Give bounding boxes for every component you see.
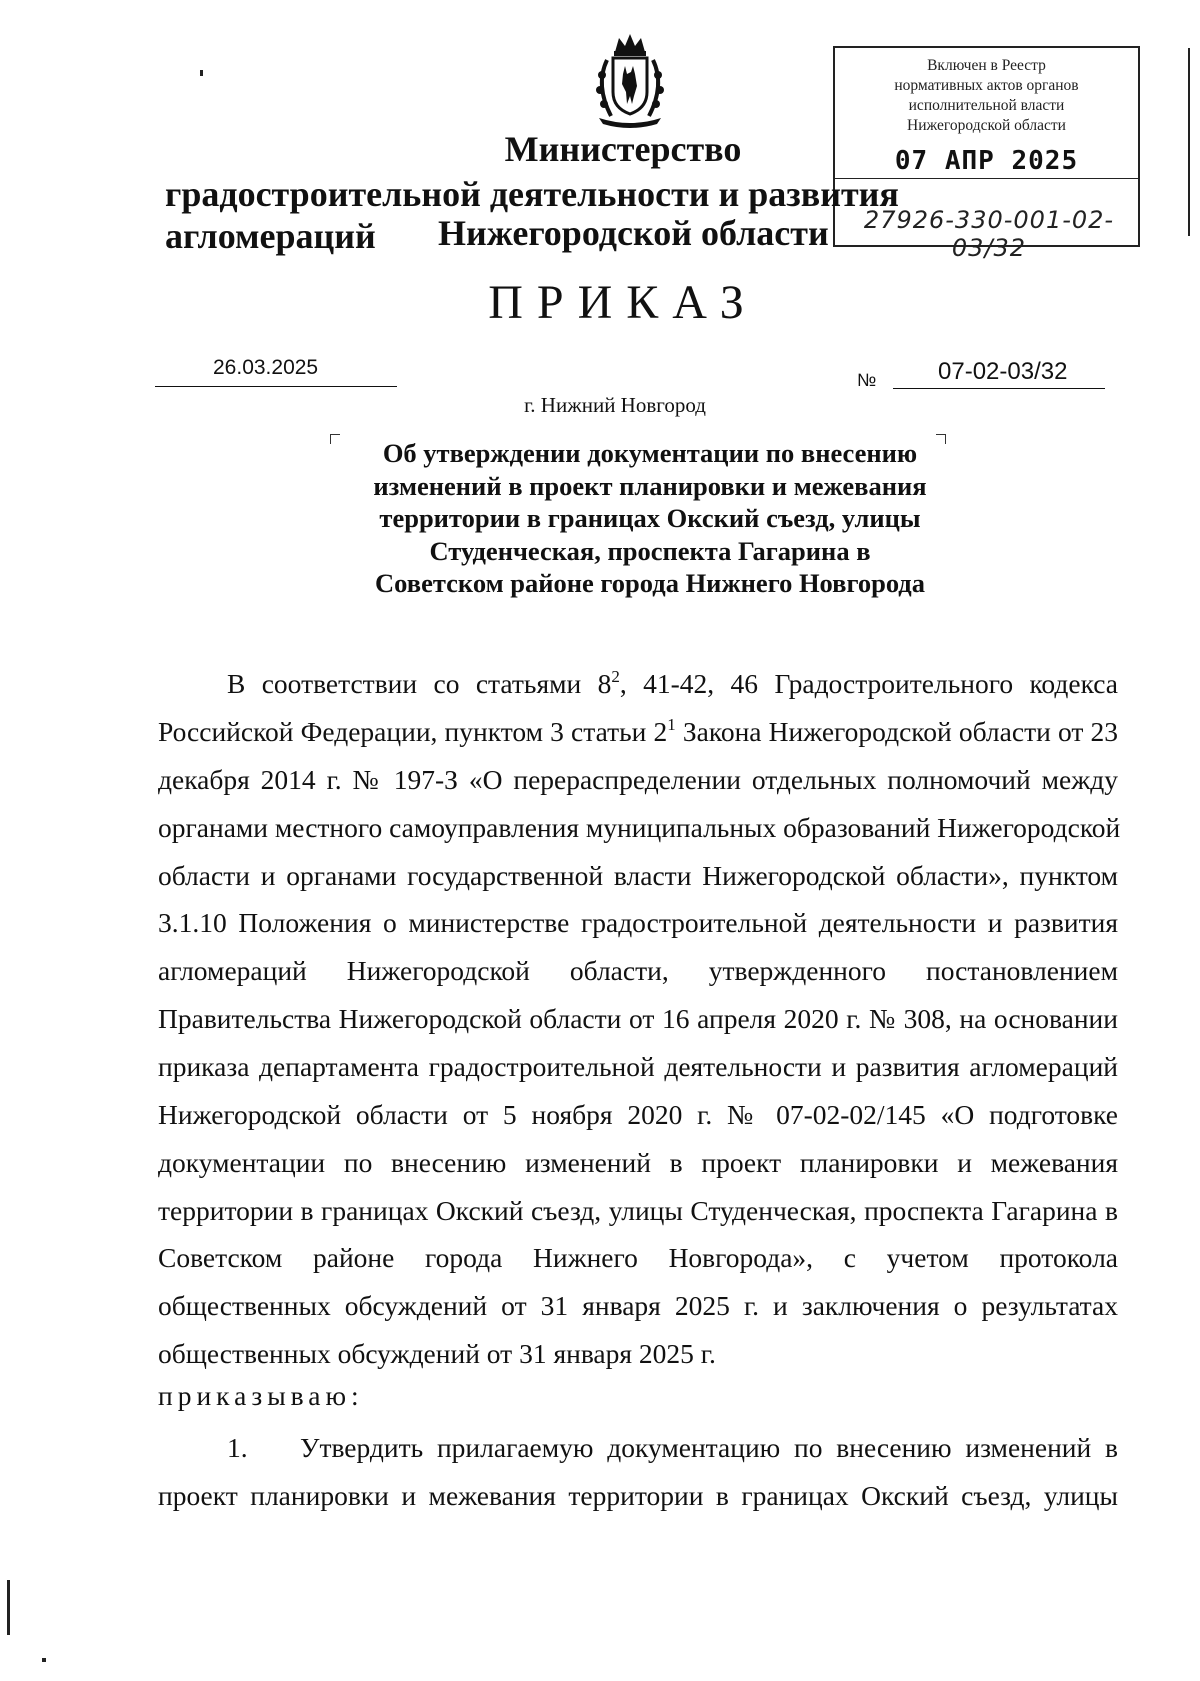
stamp-text-line: Включен в Реестр [927, 57, 1046, 74]
body-line: приказа департамента градостроительной деятельности и развития агломераций [158, 1051, 1118, 1082]
item-line: Утвердить прилагаемую документацию по внесению изменений в [300, 1432, 1118, 1463]
scan-speck [200, 70, 203, 76]
body-line: Нижегородской области от 5 ноября 2020 г. № 07-02-02/145 «О подготовке [158, 1099, 1118, 1130]
subject-line: Студенческая, проспекта Гагарина в [429, 535, 871, 566]
body-line: области и органами государственной власти Нижегородской области», пунктом [158, 860, 1118, 891]
body-text: В соответствии со статьями 8 [227, 668, 612, 699]
subject-corner-mark [330, 434, 340, 444]
order-number: 07-02-03/32 [938, 358, 1068, 385]
body-line: агломераций Нижегородской области, утвержденного постановлением [158, 955, 1118, 986]
order-date: 26.03.2025 [213, 356, 319, 379]
coat-of-arms-emblem [585, 30, 675, 130]
number-sign: № [857, 370, 877, 390]
document-type-heading: ПРИКАЗ [488, 276, 758, 329]
body-line: Правительства Нижегородской области от 16 апреля 2020 г. № 308, на основании [158, 1003, 1118, 1034]
date-underline [155, 386, 397, 387]
superscript: 1 [667, 715, 676, 734]
body-line: общественных обсуждений от 31 января 2025 г. и заключения о результатах [158, 1290, 1118, 1321]
subject-line: Советском районе города Нижнего Новгорода [375, 568, 925, 598]
stamp-text-line: исполнительной власти [908, 97, 1065, 114]
stamp-text-line: нормативных актов органов [894, 77, 1079, 94]
subject-line: территории в границах Окский съезд, улицы [379, 503, 921, 533]
body-line: 3.1.10 Положения о министерстве градостроительной деятельности и развития [158, 907, 1118, 938]
scan-edge-line [1188, 48, 1190, 236]
body-line [158, 716, 1118, 748]
number-underline [893, 388, 1105, 389]
body-line: общественных обсуждений от 31 января 2025 г. [158, 1338, 716, 1369]
item-line: проект планировки и межевания территории в границах Окский съезд, улицы [158, 1480, 1118, 1511]
body-line: территории в границах Окский съезд, улицы Студенческая, проспекта Гагарина в [158, 1195, 1118, 1226]
decree-word: приказываю: [158, 1380, 364, 1411]
body-line: Советском районе города Нижнего Новгорода», с учетом протокола [158, 1242, 1118, 1273]
scan-edge-line [7, 1580, 10, 1635]
item-number: 1. [227, 1432, 248, 1463]
scan-speck [42, 1658, 46, 1662]
body-line: органами местного самоуправления муниципальных образований Нижегородской [158, 812, 1121, 843]
stamp-date: 07 АПР 2025 [894, 146, 1079, 176]
ministry-title-line-1: Министерство [504, 129, 742, 169]
order-subject [340, 437, 960, 600]
body-text: , 41-42, 46 Градостроительного кодекса [619, 668, 1118, 699]
city-name: г. Нижний Новгород [524, 393, 706, 417]
subject-line: изменений в проект планировки и межевания [373, 470, 927, 501]
superscript: 2 [611, 667, 620, 686]
stamp-text-line: Нижегородской области [907, 117, 1066, 134]
body-line: документации по внесению изменений в проект планировки и межевания [158, 1147, 1118, 1178]
body-line: декабря 2014 г. № 197-З «О перераспределении отдельных полномочий между [158, 764, 1118, 795]
body-text: Российской Федерации, пунктом 3 статьи 2 [158, 716, 668, 747]
stamp-registration-number: 27926-330-001-02-03/32 [863, 206, 1115, 262]
ministry-title-line-2: градостроительной деятельности и развития агломераций [165, 174, 899, 256]
subject-line: Об утверждении документации по внесению [382, 438, 918, 468]
body-text: Закона Нижегородской области от 23 [675, 716, 1118, 747]
ministry-title-line-3: Нижегородской области [438, 213, 829, 253]
body-line [227, 668, 1118, 700]
